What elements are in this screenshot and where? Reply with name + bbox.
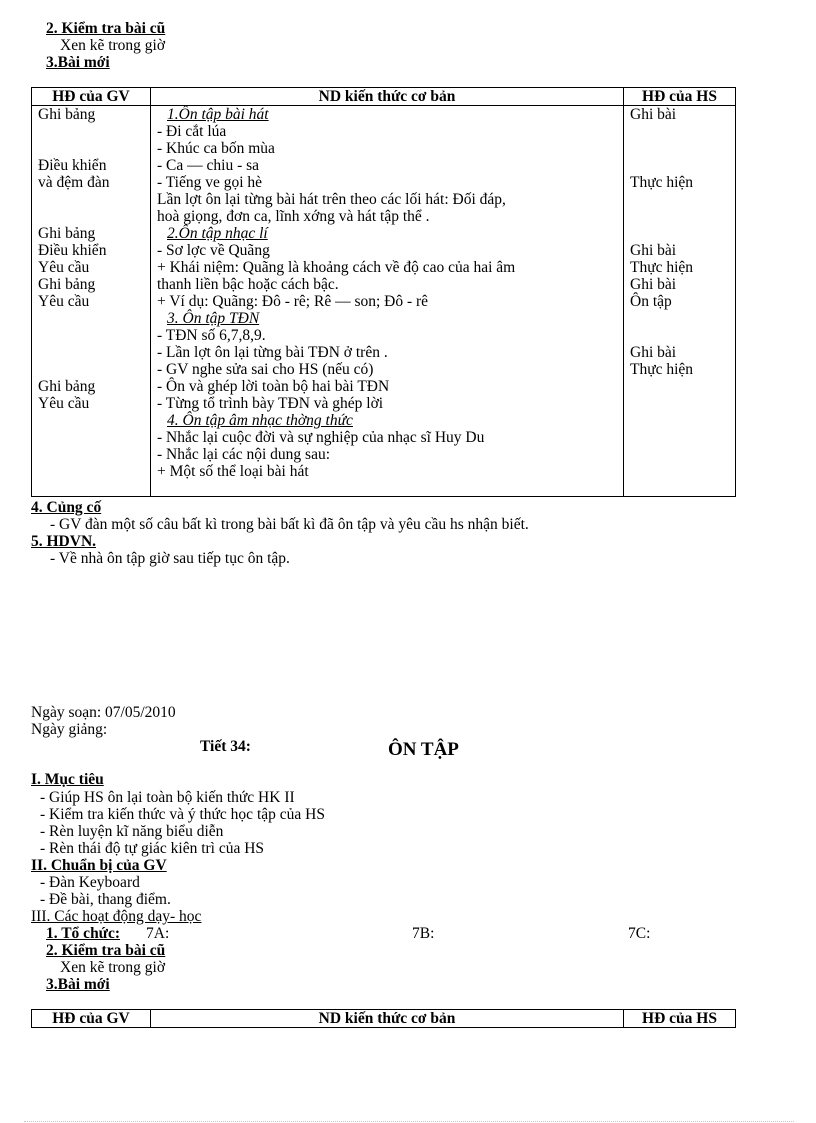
hs-activity-line: Ôn tập xyxy=(630,293,672,310)
muc-tieu-item: - Rèn thái độ tự giác kiên trì của HS xyxy=(40,840,265,857)
hs-activity-line xyxy=(630,463,735,480)
content-line: + Một số thể loại bài hát xyxy=(157,463,309,480)
class-7a: 7A: xyxy=(146,925,170,942)
gv-activity-line xyxy=(38,327,150,344)
header-gv: HĐ của GV xyxy=(32,1010,151,1028)
gv-activity-line xyxy=(38,123,150,140)
hs-activity-line xyxy=(630,412,735,429)
gv-activity-line: Điều khiển xyxy=(38,157,107,174)
gv-activity-line xyxy=(38,344,150,361)
hs-activity-line xyxy=(630,327,735,344)
hs-column xyxy=(624,106,736,497)
hs-activity-line xyxy=(630,225,735,242)
ngay-giang: Ngày giảng: xyxy=(31,721,108,738)
lesson-title: ÔN TẬP xyxy=(388,739,459,760)
content-line: + Khái niệm: Quãng là khoảng cách về độ cao của hai âm xyxy=(157,259,516,276)
hs-activity-line xyxy=(630,446,735,463)
content-line: hoà giọng, đơn ca, lĩnh xớng và hát tập thể . xyxy=(157,208,430,225)
header-hs: HĐ của HS xyxy=(624,1010,736,1028)
hdvn-title: 5. HDVN. xyxy=(31,533,97,550)
content-line: 2.Ôn tập nhạc lí xyxy=(167,225,268,242)
header-hs: HĐ của HS xyxy=(624,88,736,106)
gv-activity-line: Ghi bảng xyxy=(38,225,96,242)
hs-activity-line: Ghi bài xyxy=(630,242,677,259)
chuan-bi-item: - Đàn Keyboard xyxy=(40,874,140,891)
gv-activity-line xyxy=(38,463,150,480)
hs-activity-line: Thực hiện xyxy=(630,174,694,191)
hs-activity-line xyxy=(630,191,735,208)
gv-activity-line: Yêu cầu xyxy=(38,293,90,310)
gv-column xyxy=(32,106,151,497)
gv-activity-line: Điều khiển xyxy=(38,242,107,259)
tiet-number: Tiết 34: xyxy=(200,738,251,755)
header-gv: HĐ của GV xyxy=(32,88,151,106)
header-nd: ND kiến thức cơ bản xyxy=(151,1010,624,1028)
hs-activity-line xyxy=(630,310,735,327)
content-line: - Từng tổ trình bày TĐN và ghép lời xyxy=(157,395,384,412)
hs-activity-line xyxy=(630,378,735,395)
to-chuc-title: 1. Tổ chức: xyxy=(46,925,121,942)
section-kiem-tra-title: 2. Kiểm tra bài cũ xyxy=(46,20,166,37)
hs-activity-line xyxy=(630,395,735,412)
gv-activity-line xyxy=(38,208,150,225)
ngay-soan: Ngày soạn: 07/05/2010 xyxy=(31,704,176,721)
hs-activity-line xyxy=(630,140,735,157)
lesson-table-2 xyxy=(31,1009,736,1028)
content-line: - Nhắc lại cuộc đời và sự nghiệp của nhạc sĩ Huy Du xyxy=(157,429,485,446)
chuan-bi-item: - Đề bài, thang điểm. xyxy=(40,891,171,908)
gv-activity-line: và đệm đàn xyxy=(38,174,110,191)
class-7c: 7C: xyxy=(628,925,651,942)
content-line: - Ôn và ghép lời toàn bộ hai bài TĐN xyxy=(157,378,390,395)
lesson-table xyxy=(31,87,736,497)
kiem-tra-text: Xen kẽ trong giờ xyxy=(60,37,166,54)
muc-tieu-item: - Giúp HS ôn lại toàn bộ kiến thức HK II xyxy=(40,789,295,806)
content-line: Lần lợt ôn lại từng bài hát trên theo các lối hát: Đối đáp, xyxy=(157,191,506,208)
section-bai-moi-title-2: 3.Bài mới xyxy=(46,976,110,993)
chuan-bi-title: II. Chuẩn bị của GV xyxy=(31,857,167,874)
hs-activity-line: Ghi bài xyxy=(630,276,677,293)
page-bottom-divider xyxy=(24,1121,794,1122)
hs-activity-line: Ghi bài xyxy=(630,106,677,123)
cung-co-title: 4. Củng cố xyxy=(31,499,102,516)
hoat-dong-title: III. Các hoạt động dạy- học xyxy=(31,908,202,925)
content-line: - Sơ lợc về Quãng xyxy=(157,242,270,259)
content-line: - Tiếng ve gọi hè xyxy=(157,174,263,191)
hs-activity-line xyxy=(630,123,735,140)
muc-tieu-item: - Kiểm tra kiến thức và ý thức học tập của HS xyxy=(40,806,325,823)
hs-activity-line: Thực hiện xyxy=(630,361,694,378)
content-line: - Ca — chiu - sa xyxy=(157,157,260,174)
class-7b: 7B: xyxy=(412,925,435,942)
nd-column xyxy=(151,106,624,497)
hs-activity-line xyxy=(630,208,735,225)
content-line: thanh liền bậc hoặc cách bậc. xyxy=(157,276,339,293)
kiem-tra-text-2: Xen kẽ trong giờ xyxy=(60,959,166,976)
gv-activity-line: Ghi bảng xyxy=(38,106,96,123)
gv-activity-line xyxy=(38,412,150,429)
muc-tieu-item: - Rèn luyện kĩ năng biểu diễn xyxy=(40,823,224,840)
gv-activity-line xyxy=(38,429,150,446)
gv-activity-line: Ghi bảng xyxy=(38,378,96,395)
content-line: - Nhắc lại các nội dung sau: xyxy=(157,446,331,463)
content-line: 4. Ôn tập âm nhạc thờng thức xyxy=(167,412,353,429)
gv-activity-line xyxy=(38,361,150,378)
gv-activity-line: Ghi bảng xyxy=(38,276,96,293)
content-line: - GV nghe sửa sai cho HS (nếu có) xyxy=(157,361,374,378)
gv-activity-line xyxy=(38,140,150,157)
hs-activity-line xyxy=(630,429,735,446)
gv-activity-line: Yêu cầu xyxy=(38,395,90,412)
cung-co-text: - GV đàn một số câu bất kì trong bài bất kì đã ôn tập và yêu cầu hs nhận biết. xyxy=(50,516,529,533)
content-line: - Lần lợt ôn lại từng bài TĐN ở trên . xyxy=(157,344,388,361)
gv-activity-line xyxy=(38,310,150,327)
gv-activity-line xyxy=(38,191,150,208)
content-line: - TĐN số 6,7,8,9. xyxy=(157,327,266,344)
content-line: - Đi cắt lúa xyxy=(157,123,227,140)
hs-activity-line xyxy=(630,157,735,174)
section-bai-moi-title: 3.Bài mới xyxy=(46,54,110,71)
content-line: - Khúc ca bốn mùa xyxy=(157,140,275,157)
gv-activity-line: Yêu cầu xyxy=(38,259,90,276)
hs-activity-line: Thực hiện xyxy=(630,259,694,276)
header-nd: ND kiến thức cơ bản xyxy=(151,88,624,106)
muc-tieu-title: I. Mục tiêu xyxy=(31,771,104,788)
hs-activity-line: Ghi bài xyxy=(630,344,677,361)
section-kiem-tra-title-2: 2. Kiểm tra bài cũ xyxy=(46,942,166,959)
content-line: + Ví dụ: Quãng: Đô - rê; Rê — son; Đô - rê xyxy=(157,293,429,310)
gv-activity-line xyxy=(38,446,150,463)
hdvn-text: - Về nhà ôn tập giờ sau tiếp tục ôn tập. xyxy=(50,550,290,567)
content-line: 3. Ôn tập TĐN xyxy=(167,310,260,327)
content-line: 1.Ôn tập bài hát xyxy=(167,106,269,123)
